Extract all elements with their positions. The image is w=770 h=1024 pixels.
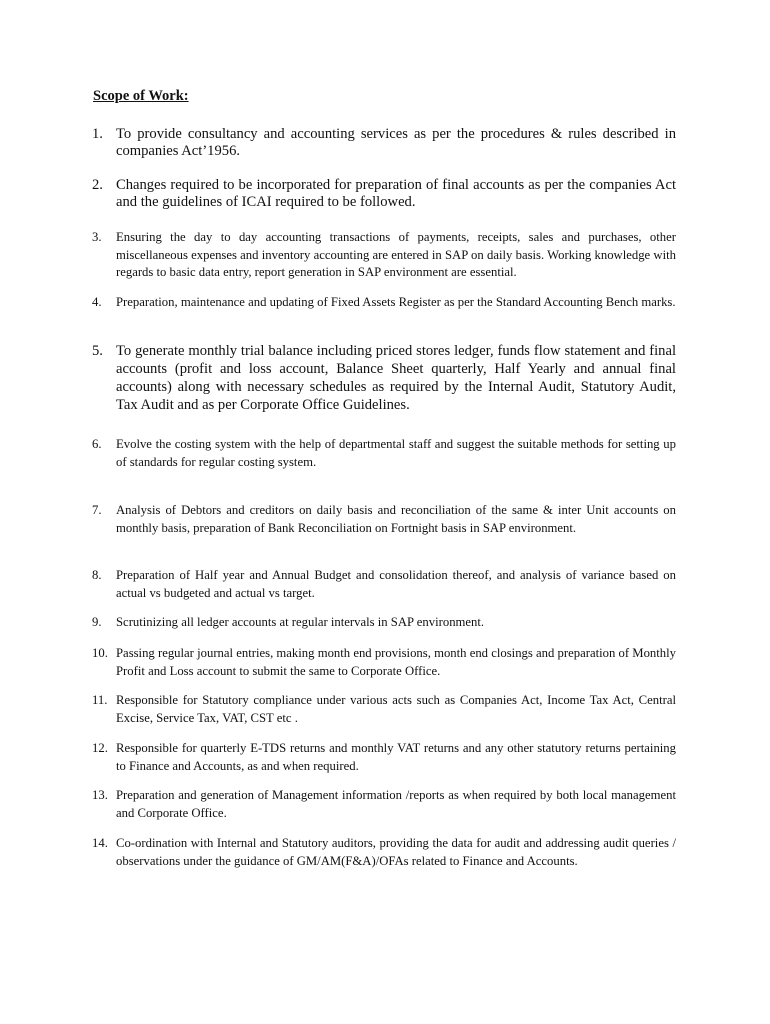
- list-item: [92, 692, 676, 727]
- list-item: [92, 787, 676, 822]
- list-item: [92, 294, 676, 312]
- list-item: [92, 502, 676, 537]
- item-text: Analysis of Debtors and creditors on daily basis and reconciliation of the same & inter Unit accounts on monthly basis, preparation of Bank Reconciliation on Fortnight basis in SAP environment.: [116, 503, 676, 535]
- list-item: [92, 740, 676, 775]
- list-item: [92, 567, 676, 602]
- item-text: Preparation and generation of Management information /reports as when required by both local management and Corporate Office.: [116, 788, 676, 820]
- item-text: Responsible for quarterly E-TDS returns and monthly VAT returns and any other statutory returns pertaining to Finance and Accounts, as and when required.: [116, 741, 676, 773]
- item-number: 9.: [92, 615, 102, 629]
- item-number: 5.: [92, 343, 103, 359]
- item-number: 10.: [92, 646, 108, 660]
- list-item: [92, 614, 676, 632]
- item-text: Passing regular journal entries, making month end provisions, month end closings and preparation of Monthly Profit and Loss account to submit the same to Corporate Office.: [116, 646, 676, 678]
- list-item: [92, 177, 676, 211]
- item-text: Preparation, maintenance and updating of Fixed Assets Register as per the Standard Accounting Bench marks.: [116, 295, 676, 309]
- list-item: [92, 835, 676, 870]
- item-text: Responsible for Statutory compliance under various acts such as Companies Act, Income Tax Act, Central Excise, Service Tax, VAT, CST etc .: [116, 693, 676, 725]
- list-item: [92, 645, 676, 680]
- item-number: 1.: [92, 126, 103, 142]
- item-number: 12.: [92, 741, 108, 755]
- item-text: Changes required to be incorporated for preparation of final accounts as per the companies Act and the guidelines of ICAI required to be followed.: [116, 177, 676, 210]
- item-number: 6.: [92, 437, 102, 451]
- list-item: [92, 436, 676, 471]
- item-text: Co-ordination with Internal and Statutory auditors, providing the data for audit and addressing audit queries / observations under the guidance of GM/AM(F&A)/OFAs related to Finance and Accounts.: [116, 836, 676, 868]
- list-item: [92, 229, 676, 282]
- list-item: [92, 126, 676, 160]
- item-text: Scrutinizing all ledger accounts at regular intervals in SAP environment.: [116, 615, 485, 629]
- item-text: Preparation of Half year and Annual Budget and consolidation thereof, and analysis of variance based on actual vs budgeted and actual vs target.: [116, 568, 676, 600]
- item-number: 3.: [92, 230, 102, 244]
- section-title: Scope of Work:: [93, 88, 189, 104]
- item-number: 4.: [92, 295, 102, 309]
- item-number: 11.: [92, 693, 108, 707]
- item-text: Evolve the costing system with the help of departmental staff and suggest the suitable methods for setting up of standards for regular costing system.: [116, 437, 676, 469]
- item-number: 7.: [92, 503, 102, 517]
- list-item: [92, 342, 676, 414]
- item-number: 2.: [92, 177, 103, 193]
- item-number: 14.: [92, 836, 108, 850]
- item-number: 8.: [92, 568, 102, 582]
- item-text: Ensuring the day to day accounting transactions of payments, receipts, sales and purchases, other miscellaneous expenses and inventory accounting are entered in SAP on daily basis. Working knowledge with regards to basic data entry, report generation in SAP environment are essential.: [116, 230, 676, 279]
- item-text: To provide consultancy and accounting services as per the procedures & rules described in companies Act’1956.: [116, 126, 676, 159]
- item-text: To generate monthly trial balance including priced stores ledger, funds flow statement and final accounts (profit and loss account, Balance Sheet quarterly, Half Yearly and annual final accounts) along with necessary schedules as required by the Internal Audit, Statutory Audit, Tax Audit and as per Corporate Office Guidelines.: [116, 343, 676, 413]
- item-number: 13.: [92, 788, 108, 802]
